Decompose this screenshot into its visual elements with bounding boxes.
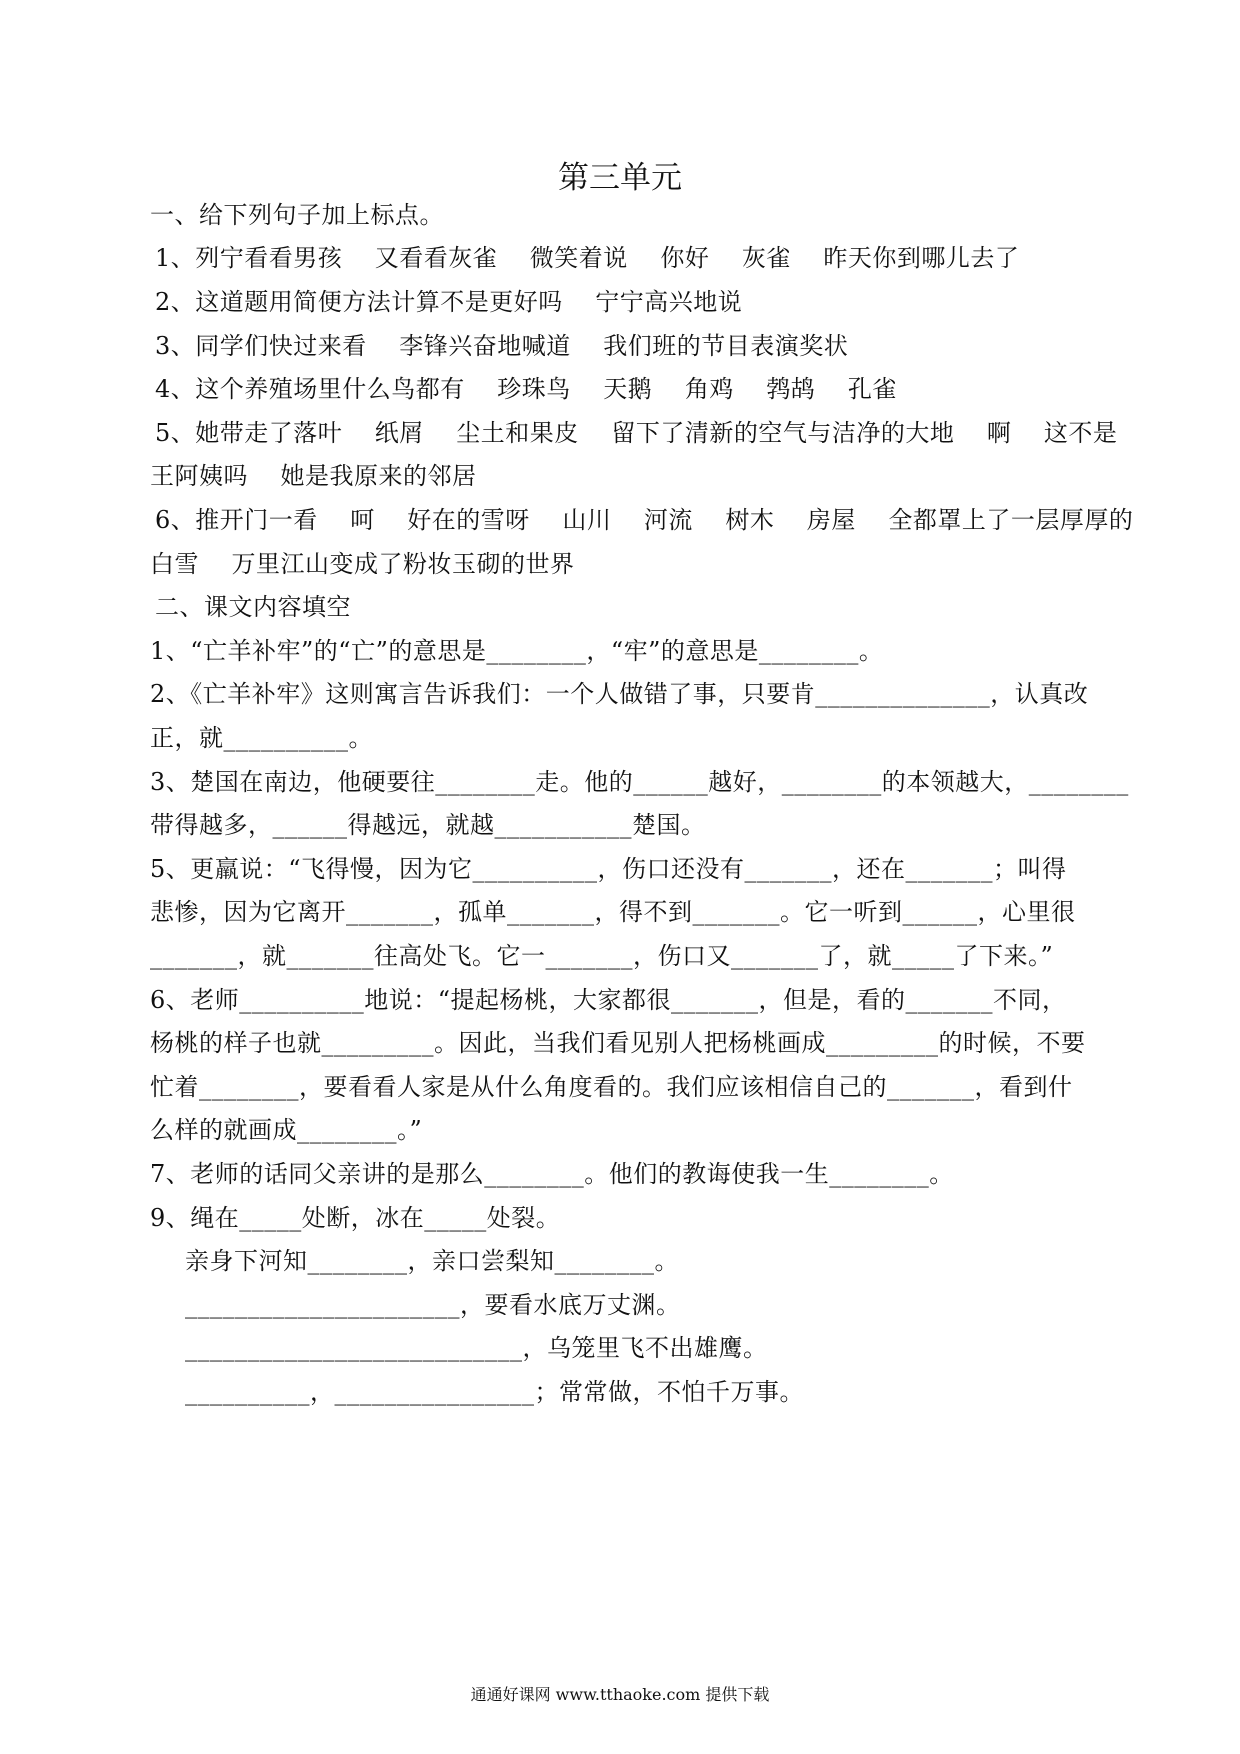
exercise-line: 4、这个养殖场里什么鸟都有 珍珠鸟 天鹅 角鸡 鹁鸪 孔雀 <box>155 375 897 403</box>
fill-in-line: 么样的就画成________。” <box>150 1116 423 1144</box>
page-title: 第三单元 <box>558 160 682 196</box>
exercise-line: 1、列宁看看男孩 又看看灰雀 微笑着说 你好 灰雀 昨天你到哪儿去了 <box>155 244 1020 272</box>
fill-in-line: _______，就_______往高处飞。它一_______，伤口又_______了，就_____了下来。” <box>150 942 1054 970</box>
exercise-line: 王阿姨吗 她是我原来的邻居 <box>150 462 477 490</box>
fill-in-line: 3、楚国在南边，他硬要往________走。他的______越好，________的本领越大，________ <box>150 768 1129 796</box>
section-heading-punctuation: 一、给下列句子加上标点。 <box>150 201 444 229</box>
exercise-line: 5、她带走了落叶 纸屑 尘土和果皮 留下了清新的空气与洁净的大地 啊 这不是 <box>155 419 1118 447</box>
fill-in-line: 带得越多，______得越远，就越___________楚国。 <box>150 811 706 839</box>
fill-in-line: 6、老师__________地说：“提起杨桃，大家都很_______，但是，看的_______不同， <box>150 986 1067 1014</box>
fill-in-line: ______________________，要看水底万丈渊。 <box>185 1291 681 1319</box>
fill-in-line: 亲身下河知________，亲口尝梨知________。 <box>185 1247 679 1275</box>
fill-in-line: 2、《亡羊补牢》这则寓言告诉我们：一个人做错了事，只要肯______________，认真改 <box>150 680 1089 708</box>
fill-in-line: 5、更羸说：“飞得慢，因为它__________，伤口还没有_______，还在_______；叫得 <box>150 855 1067 883</box>
exercise-line: 2、这道题用简便方法计算不是更好吗 宁宁高兴地说 <box>155 288 743 316</box>
fill-in-line: 7、老师的话同父亲讲的是那么________。他们的教诲使我一生________。 <box>150 1160 954 1188</box>
fill-in-line: 忙着________，要看看人家是从什么角度看的。我们应该相信自己的_______，看到什 <box>150 1073 1073 1101</box>
section-heading-fill-in: 二、课文内容填空 <box>155 593 351 621</box>
exercise-line: 6、推开门一看 呵 好在的雪呀 山川 河流 树木 房屋 全都罩上了一层厚厚的 <box>155 506 1134 534</box>
fill-in-line: ___________________________，乌笼里飞不出雄鹰。 <box>185 1334 768 1362</box>
fill-in-line: 1、“亡羊补牢”的“亡”的意思是________，“牢”的意思是________。 <box>150 637 884 665</box>
fill-in-line: 杨桃的样子也就_________。因此，当我们看见别人把杨桃画成_________的时候，不要 <box>150 1029 1086 1057</box>
exercise-line: 白雪 万里江山变成了粉妆玉砌的世界 <box>150 550 575 578</box>
fill-in-line: 悲惨，因为它离开_______，孤单_______，得不到_______。它一听到______，心里很 <box>150 898 1076 926</box>
exercise-line: 3、同学们快过来看 李锋兴奋地喊道 我们班的节目表演奖状 <box>155 332 849 360</box>
fill-in-line: __________，________________；常常做，不怕千万事。 <box>185 1378 804 1406</box>
download-footer: 通通好课网 www.tthaoke.com 提供下载 <box>470 1685 770 1704</box>
fill-in-line: 正，就__________。 <box>150 724 373 752</box>
fill-in-line: 9、绳在_____处断，冰在_____处裂。 <box>150 1204 561 1232</box>
